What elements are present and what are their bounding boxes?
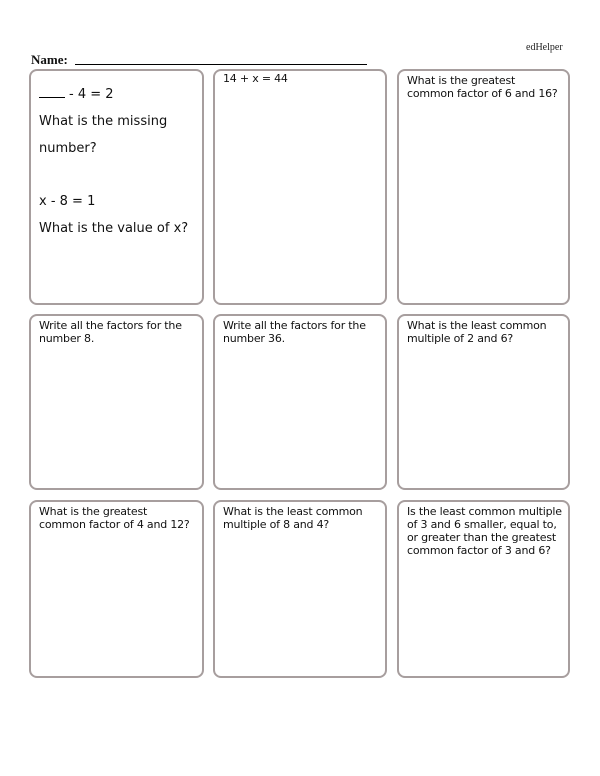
problem-1-equation-2: x - 8 = 1	[39, 194, 96, 209]
problem-box-1[interactable]	[29, 69, 204, 305]
name-label: Name:	[31, 52, 68, 67]
problem-3-text: What is the greatest common factor of 6 and 16?	[407, 74, 558, 100]
problem-1-question-1a: What is the missing	[39, 114, 168, 129]
answer-blank[interactable]	[39, 97, 65, 98]
problem-box-7[interactable]	[29, 500, 204, 678]
problem-1-question-2: What is the value of x?	[39, 221, 189, 236]
problem-1-question-1b: number?	[39, 141, 97, 156]
problem-1-equation-1	[39, 81, 196, 108]
problem-box-9[interactable]	[397, 500, 570, 678]
problem-box-3[interactable]	[397, 69, 570, 305]
problem-box-8[interactable]	[213, 500, 387, 678]
problem-5-text: Write all the factors for the number 36.	[223, 319, 366, 345]
problem-6-text: What is the least common multiple of 2 and 6?	[407, 319, 547, 345]
problem-box-5[interactable]	[213, 314, 387, 490]
problem-box-4[interactable]	[29, 314, 204, 490]
problem-7-text: What is the greatest common factor of 4 and 12?	[39, 505, 190, 531]
problem-box-2[interactable]	[213, 69, 387, 305]
equation-text: - 4 = 2	[69, 87, 114, 102]
brand-label: edHelper	[526, 42, 563, 53]
problem-2-text: 14 + x = 44	[223, 72, 288, 85]
problem-9-text: Is the least common multiple of 3 and 6 smaller, equal to, or greater than the greatest common factor of 3 and 6?	[407, 505, 562, 557]
problem-4-text: Write all the factors for the number 8.	[39, 319, 182, 345]
problem-8-text: What is the least common multiple of 8 and 4?	[223, 505, 363, 531]
name-field[interactable]	[75, 64, 367, 65]
problem-box-6[interactable]	[397, 314, 570, 490]
